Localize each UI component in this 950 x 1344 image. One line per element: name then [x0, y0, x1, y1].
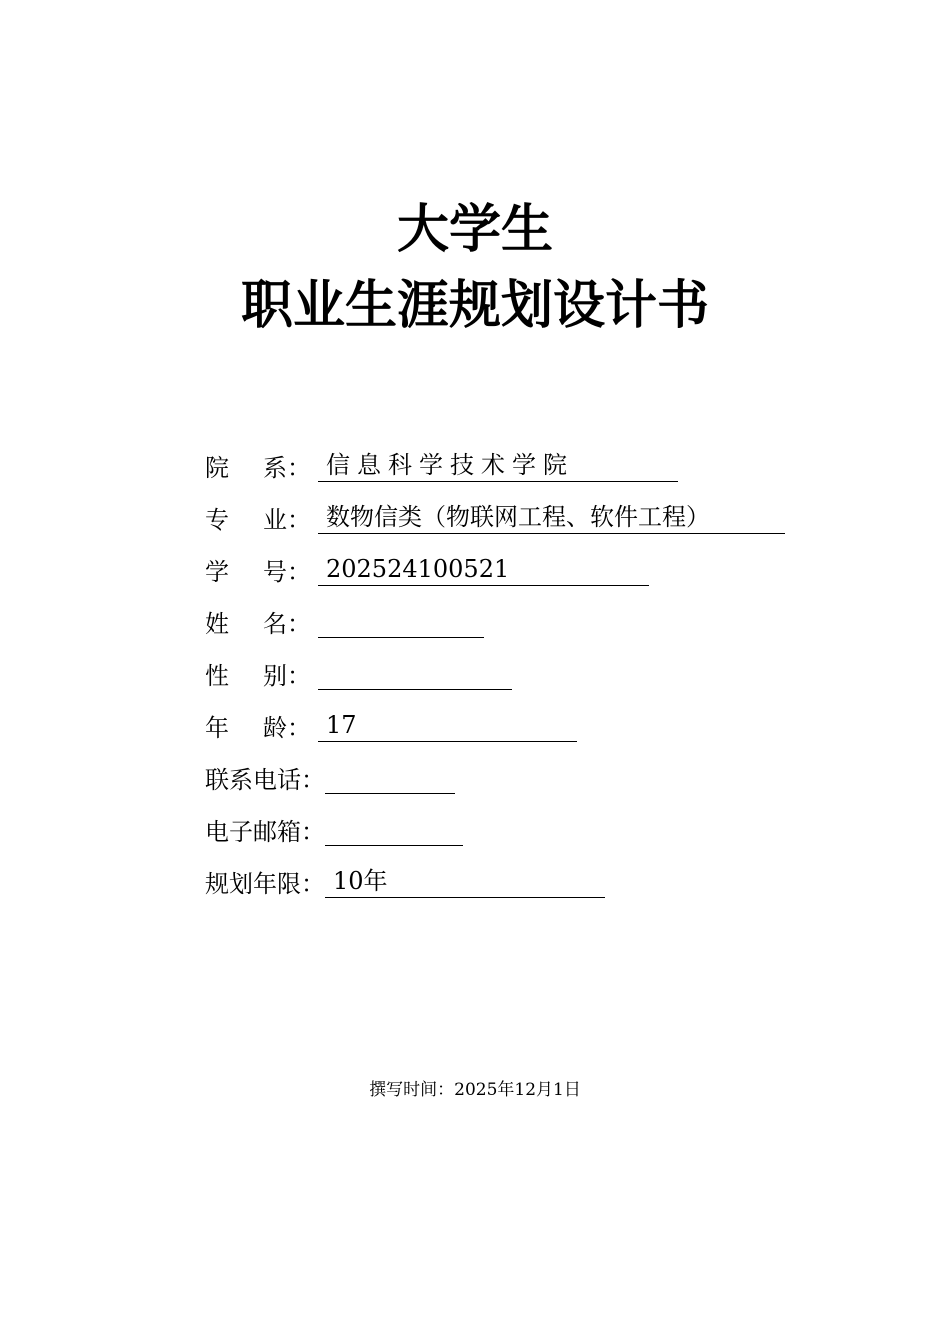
- field-age: [205, 708, 845, 760]
- field-value-phone: [325, 760, 455, 794]
- field-label: 专 业：: [205, 506, 311, 534]
- field-label: 姓 名：: [205, 610, 311, 638]
- field-label: 联系电话：: [205, 766, 325, 794]
- field-name: [205, 604, 845, 656]
- field-value-plan-years: 10年: [325, 864, 605, 898]
- field-major: [205, 500, 845, 552]
- field-label: 性 别：: [205, 662, 311, 690]
- field-student-id: [205, 552, 845, 604]
- field-email: [205, 812, 845, 864]
- field-label: 院 系：: [205, 454, 311, 482]
- field-value-email: [325, 812, 463, 846]
- field-label: 规划年限：: [205, 870, 325, 898]
- info-fields: [205, 448, 845, 916]
- field-phone: [205, 760, 845, 812]
- field-gender: [205, 656, 845, 708]
- field-value-name: [318, 604, 484, 638]
- title-line-2: 职业生涯规划设计书: [240, 276, 709, 336]
- field-label: 学 号：: [205, 558, 311, 586]
- field-value-department: 信息科学技术学院: [318, 448, 678, 482]
- field-label: 年 龄：: [205, 714, 311, 742]
- field-value-major: 数物信类（物联网工程、软件工程）: [318, 500, 785, 534]
- field-label: 电子邮箱：: [205, 818, 325, 846]
- written-date: 撰写时间：2025年12月1日: [369, 1080, 581, 1100]
- field-department: [205, 448, 845, 500]
- field-value-student-id: 202524100521: [318, 552, 649, 586]
- field-plan-years: [205, 864, 845, 916]
- field-value-gender: [318, 656, 512, 690]
- field-value-age: 17: [318, 708, 577, 742]
- title-line-1: 大学生: [396, 200, 553, 260]
